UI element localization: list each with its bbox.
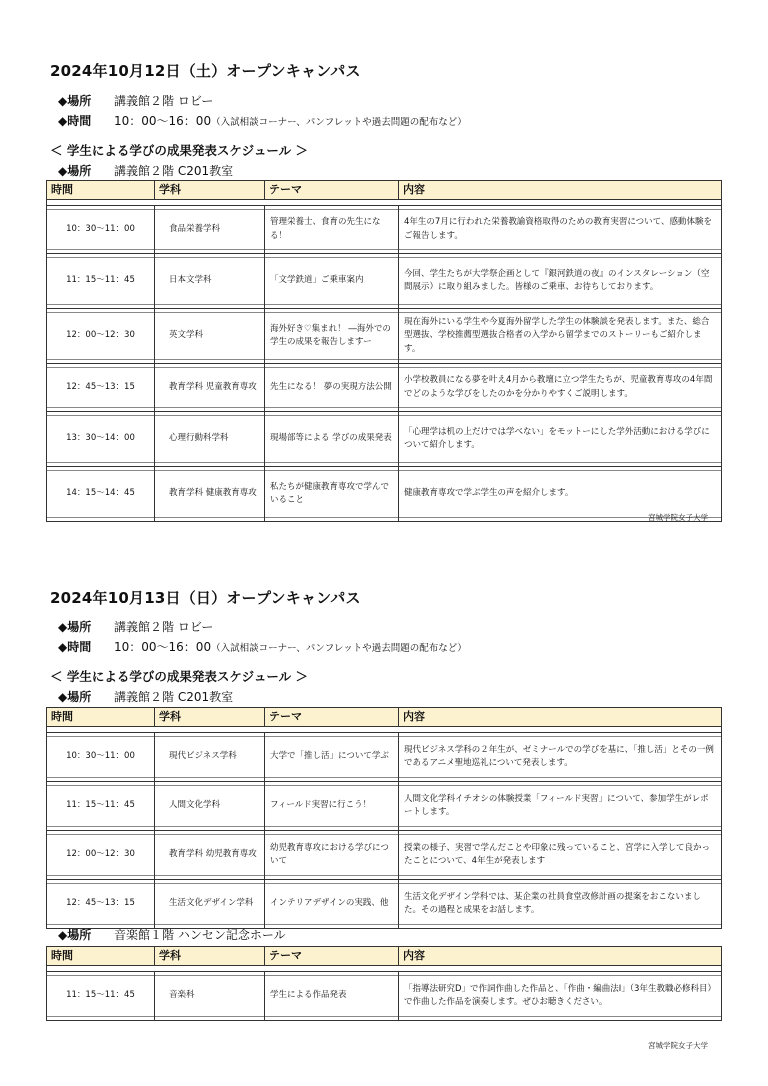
- cell-dept: [155, 782, 265, 831]
- header-content: 内容: [399, 181, 722, 200]
- cell-time-text: 12：45〜13：15: [66, 898, 135, 909]
- cell-time: [47, 733, 155, 782]
- cell-dept-text: 生活文化デザイン学科: [169, 898, 254, 909]
- cell-content: [399, 364, 722, 412]
- day1-place-value: 講義館２階 ロビー: [114, 94, 214, 108]
- cell-dept-text: 現代ビジネス学科: [169, 751, 237, 762]
- header-dept: 学科: [155, 708, 265, 727]
- cell-theme-text: 私たちが健康教育専攻で学んでいること: [270, 481, 390, 505]
- day2-title: 2024年10月13日（日）オープンキャンパス: [50, 589, 361, 607]
- cell-time-text: 12：00〜12：30: [66, 330, 135, 341]
- cell-dept: [155, 254, 265, 309]
- day2-footer-org: 宮城学院女子大学: [648, 1041, 708, 1050]
- header-time: 時間: [47, 181, 155, 200]
- cell-time-text: 10：30〜11：00: [66, 751, 135, 762]
- cell-dept: [155, 467, 265, 522]
- cell-theme: [265, 309, 399, 364]
- cell-theme: [265, 364, 399, 412]
- cell-content-text: 健康教育専攻で学ぶ学生の声を紹介します。: [404, 488, 574, 499]
- day2-room-row: [58, 688, 233, 705]
- cell-time-text: 10：30〜11：00: [66, 223, 135, 234]
- day1-room-value: 講義館２階 C201教室: [114, 164, 234, 178]
- cell-theme: [265, 831, 399, 880]
- cell-dept: [155, 831, 265, 880]
- header-dept: 学科: [155, 181, 265, 200]
- cell-time: [47, 782, 155, 831]
- cell-theme: [265, 206, 399, 254]
- header-content: 内容: [399, 708, 722, 727]
- cell-theme-text: フィールド実習に行こう！: [270, 800, 372, 811]
- header-content: 内容: [399, 947, 722, 966]
- day2-hall-table: [46, 946, 722, 1021]
- table-row: [47, 206, 722, 254]
- cell-content-text: 小学校教員になる夢を叶え4月から教壇に立つ学生たちが、児童教育専攻の4年間でどのような学びをしたのかを分かりやすくご説明します。: [404, 375, 713, 399]
- cell-theme-text: 管理栄養士、食育の先生になる！: [270, 217, 381, 241]
- table-row: [47, 972, 722, 1021]
- day2-time-label: ◆時間: [58, 640, 92, 654]
- header-theme: テーマ: [265, 947, 399, 966]
- cell-time-text: 11：15〜11：45: [66, 990, 135, 1001]
- cell-time: [47, 309, 155, 364]
- cell-theme-text: 学生による作品発表: [270, 990, 347, 1001]
- cell-dept-text: 心理行動科学科: [169, 433, 229, 444]
- day2-place-label: ◆場所: [58, 620, 92, 634]
- cell-content-text: 「心理学は机の上だけでは学べない」をモットーにした学外活動における学びについて紹介します。: [404, 426, 710, 450]
- cell-theme-text: 幼児教育専攻における学びについて: [270, 842, 389, 866]
- day1-footer-org: 宮城学院女子大学: [648, 513, 708, 522]
- cell-theme: [265, 972, 399, 1021]
- day2-place-value: 講義館２階 ロビー: [114, 620, 214, 634]
- cell-time-text: 12：45〜13：15: [66, 381, 135, 392]
- cell-time: [47, 880, 155, 929]
- cell-content-text: 生活文化デザイン学科では、某企業の社員食堂改修計画の提案をおこないました。その過程と成果をお話します。: [404, 891, 701, 915]
- day1-time-row: [58, 112, 467, 129]
- cell-dept-text: 教育学科 健康教育専攻: [169, 488, 257, 499]
- day2-schedule-table: [46, 707, 722, 929]
- cell-content-text: 授業の様子、実習で学んだことや印象に残っていること、宮学に入学して良かったことについて、4年生が発表します: [404, 842, 711, 866]
- cell-content: [399, 309, 722, 364]
- cell-theme: [265, 733, 399, 782]
- cell-theme-text: 大学で「推し活」について学ぶ: [270, 751, 389, 762]
- day1-room-label: ◆場所: [58, 164, 92, 178]
- cell-content: [399, 206, 722, 254]
- day1-schedule-table: [46, 180, 722, 522]
- cell-content-text: 「指導法研究D」で作詞作曲した作品と、「作曲・編曲法I」（3年生教職必修科目）で作曲した作品を演奏します。ぜひお聴きください。: [404, 983, 716, 1007]
- header-dept: 学科: [155, 947, 265, 966]
- header-theme: テーマ: [265, 181, 399, 200]
- table-row: [47, 831, 722, 880]
- cell-content-text: 今回、学生たちが大学祭企画として『銀河鉄道の夜』のインスタレーション（空間展示）に取り組みました。皆様のご乗車、お待ちしております。: [404, 268, 710, 292]
- cell-content: [399, 733, 722, 782]
- cell-theme-text: 「文学鉄道」ご乗車案内: [270, 275, 364, 286]
- day1-time-note: （入試相談コーナー、パンフレットや過去問題の配布など）: [211, 117, 467, 128]
- cell-dept-text: 音楽科: [169, 990, 195, 1001]
- cell-content-text: 現在海外にいる学生や今夏海外留学した学生の体験談を発表します。また、総合型選抜、学校推薦型選抜合格者の入学から留学までのストーリーもご紹介します。: [404, 317, 710, 354]
- cell-theme-text: 現場部等による 学びの成果発表: [270, 433, 392, 444]
- cell-dept: [155, 364, 265, 412]
- day1-room-row: [58, 162, 233, 179]
- day2-room-value: 講義館２階 C201教室: [114, 690, 234, 704]
- cell-content-text: 現代ビジネス学科の２年生が、ゼミナールでの学びを基に、「推し活」とその一例であるアニメ聖地巡礼について発表します。: [404, 744, 714, 768]
- day1-schedule-heading: ＜ 学生による学びの成果発表スケジュール ＞: [50, 143, 308, 158]
- cell-dept-text: 人間文化学科: [169, 800, 221, 811]
- cell-theme-text: 海外好き♡集まれ！ ―海外での学生の成果を報告しますー: [270, 323, 391, 347]
- cell-time: [47, 412, 155, 467]
- header-theme: テーマ: [265, 708, 399, 727]
- header-time: 時間: [47, 947, 155, 966]
- day2-time-note: （入試相談コーナー、パンフレットや過去問題の配布など）: [211, 643, 467, 654]
- day2-time-row: [58, 638, 467, 655]
- cell-time-text: 12：00〜12：30: [66, 849, 135, 860]
- day1-time-label: ◆時間: [58, 114, 92, 128]
- day2-schedule-heading: ＜ 学生による学びの成果発表スケジュール ＞: [50, 669, 308, 684]
- table-row: [47, 782, 722, 831]
- cell-dept: [155, 206, 265, 254]
- cell-time-text: 14：15〜14：45: [66, 488, 135, 499]
- cell-content-text: 4年生の7月に行われた栄養教諭資格取得のための教育実習について、感動体験をご報告します。: [404, 217, 712, 241]
- cell-theme: [265, 254, 399, 309]
- cell-content: [399, 782, 722, 831]
- table-row: [47, 364, 722, 412]
- table-header-row: [47, 708, 722, 727]
- cell-content: [399, 412, 722, 467]
- cell-dept-text: 日本文学科: [169, 275, 212, 286]
- cell-content: [399, 831, 722, 880]
- table-row: [47, 412, 722, 467]
- cell-dept: [155, 412, 265, 467]
- day2-place-row: [58, 618, 213, 635]
- cell-content: [399, 972, 722, 1021]
- cell-dept: [155, 880, 265, 929]
- cell-dept-text: 教育学科 幼児教育専攻: [169, 849, 257, 860]
- day1-time-value: 10：00〜16：00: [114, 114, 212, 128]
- table-row: [47, 254, 722, 309]
- table-row: [47, 467, 722, 522]
- cell-time: [47, 254, 155, 309]
- cell-dept-text: 教育学科 児童教育専攻: [169, 381, 257, 392]
- cell-time: [47, 206, 155, 254]
- cell-theme: [265, 467, 399, 522]
- table-row: [47, 733, 722, 782]
- cell-theme: [265, 782, 399, 831]
- day1-place-label: ◆場所: [58, 94, 92, 108]
- cell-dept: [155, 309, 265, 364]
- table-header-row: [47, 947, 722, 966]
- cell-time-text: 13：30〜14：00: [66, 433, 135, 444]
- header-time: 時間: [47, 708, 155, 727]
- cell-content: [399, 880, 722, 929]
- table-row: [47, 309, 722, 364]
- cell-theme-text: インテリアデザインの実践、他: [270, 898, 389, 909]
- cell-dept-text: 食品栄養学科: [169, 223, 221, 234]
- cell-time-text: 11：15〜11：45: [66, 800, 135, 811]
- table-header-row: [47, 181, 722, 200]
- day1-title: 2024年10月12日（土）オープンキャンパス: [50, 62, 361, 80]
- day2-hall-label: ◆場所: [58, 928, 92, 942]
- cell-time: [47, 972, 155, 1021]
- cell-theme-text: 先生になる！ 夢の実現方法公開: [270, 381, 392, 392]
- cell-time: [47, 831, 155, 880]
- table-row: [47, 880, 722, 929]
- cell-dept-text: 英文学科: [169, 330, 204, 341]
- cell-time-text: 11：15〜11：45: [66, 275, 135, 286]
- day2-hall-row: [58, 926, 286, 943]
- cell-theme: [265, 880, 399, 929]
- cell-theme: [265, 412, 399, 467]
- cell-dept: [155, 972, 265, 1021]
- day1-place-row: [58, 92, 213, 109]
- day2-room-label: ◆場所: [58, 690, 92, 704]
- day2-time-value: 10：00〜16：00: [114, 640, 212, 654]
- cell-time: [47, 364, 155, 412]
- day2-hall-value: 音楽館１階 ハンセン記念ホール: [114, 928, 286, 942]
- cell-time: [47, 467, 155, 522]
- cell-content-text: 人間文化学科イチオシの体験授業「フィールド実習」について、参加学生がレポートします。: [404, 793, 709, 817]
- cell-content: [399, 254, 722, 309]
- cell-dept: [155, 733, 265, 782]
